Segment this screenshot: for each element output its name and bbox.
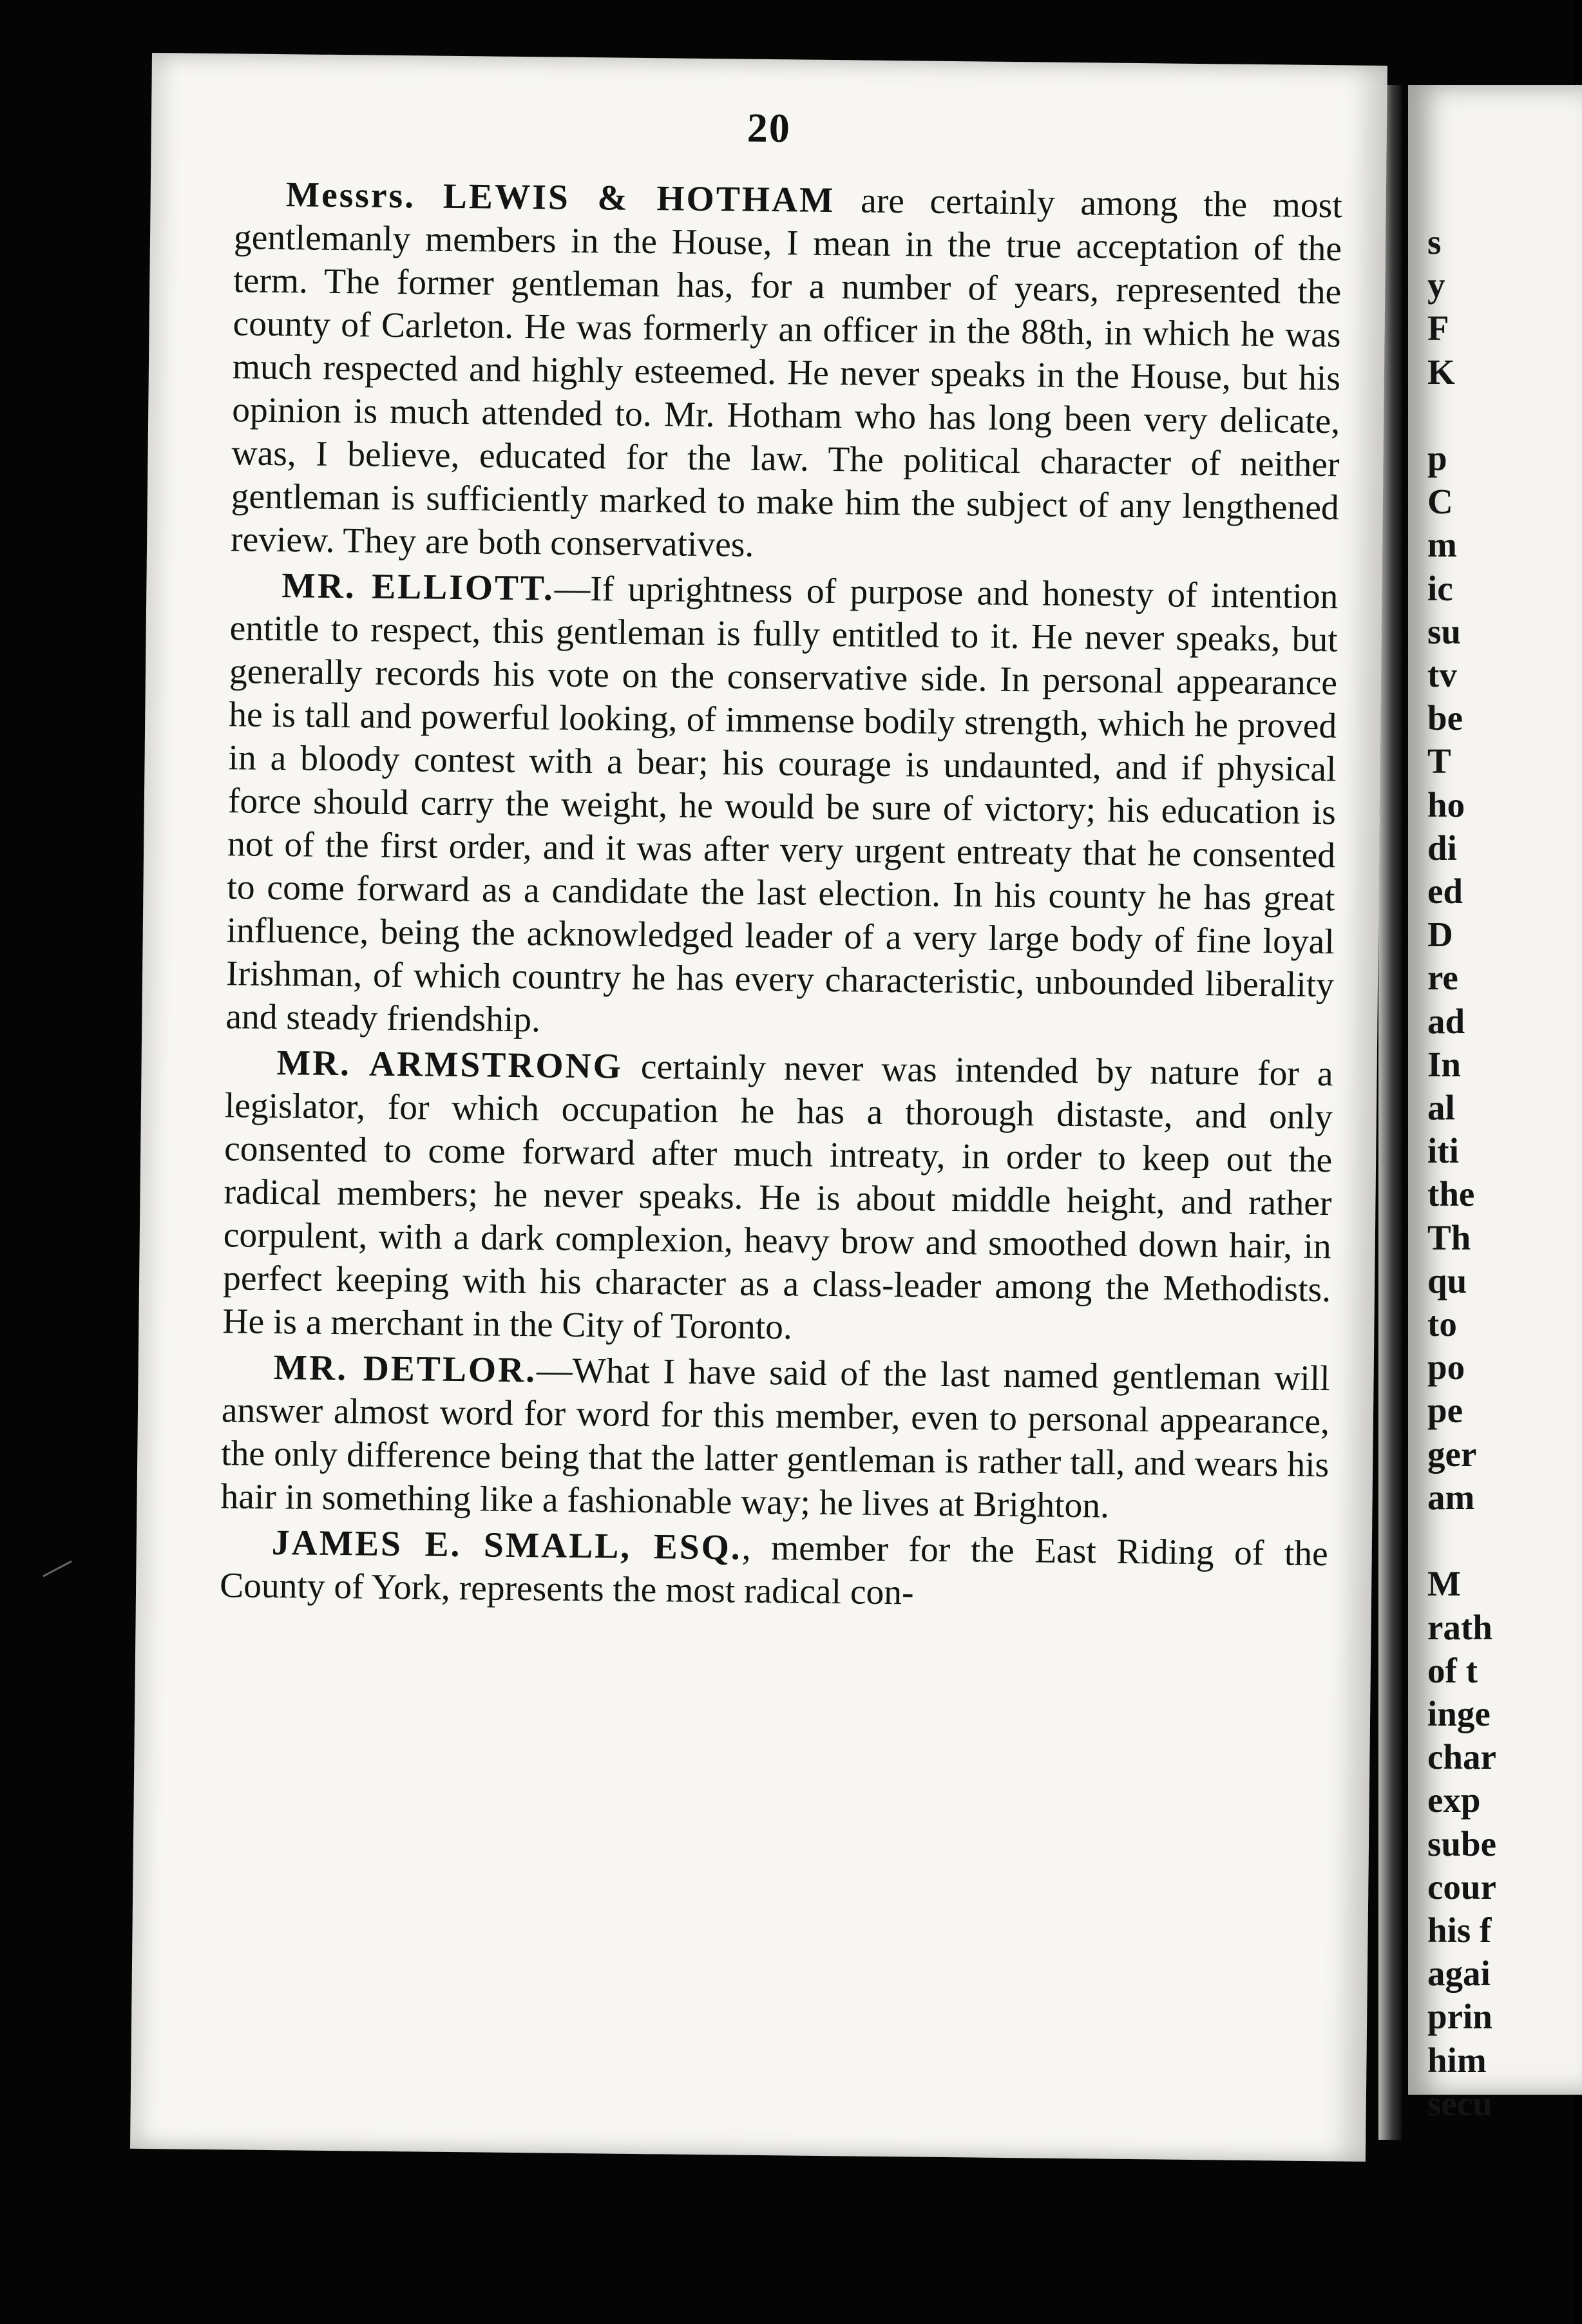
paragraph-heading: MR. DETLOR. (273, 1348, 537, 1391)
paragraph-body: —If uprightness of purpose and honesty of intention entitle to respect, this gentleman is fully entitled to it. He never speaks, but generally records his vote on the conservative side. In personal appearance he is tall and powerful looking, of immense bodily strength, which he proved in a bloody contest with a bear; his courage is undaunted, and if physical force should carry the weight, he would be sure of victory; his education is not of the first order, and it was after very urgent entreaty that he consented to come forward as a candidate the last election. In his county he has great influence, being the acknowledged leader of a very large body of fine loyal Irishman, of which country he has every characteristic, unbounded liberality and steady friendship. (225, 569, 1339, 1040)
paragraph-armstrong (222, 1041, 1333, 1355)
adjacent-page-fragment: K (1427, 352, 1455, 392)
adjacent-page-fragment: y (1427, 265, 1445, 305)
adjacent-page-fragment: M (1427, 1564, 1461, 1604)
adjacent-page-fragment: iti (1427, 1131, 1459, 1171)
paragraph-body: , member for the East Riding of the County of York, represents the most radical con- (219, 1528, 1329, 1613)
adjacent-page-fragment: cour (1427, 1867, 1496, 1907)
adjacent-page-fragment: su (1427, 611, 1461, 651)
adjacent-page-fragment: secu (1427, 2083, 1492, 2123)
adjacent-page-fragment: inge (1427, 1693, 1491, 1733)
adjacent-page-fragment: char (1427, 1737, 1496, 1777)
adjacent-page-fragment: ho (1427, 785, 1465, 824)
adjacent-page-fragments (1427, 220, 1496, 2125)
adjacent-page-fragment: be (1427, 698, 1463, 738)
adjacent-page-fragment: In (1427, 1044, 1461, 1084)
adjacent-page-fragment: ed (1427, 872, 1463, 911)
adjacent-page-fragment (1427, 1519, 1496, 1562)
paragraph-small (220, 1521, 1328, 1619)
adjacent-page-fragment: exp (1427, 1780, 1481, 1820)
adjacent-page-fragment: qu (1427, 1261, 1467, 1300)
adjacent-page-fragment: F (1427, 309, 1449, 348)
adjacent-page-fragment: di (1427, 828, 1457, 868)
adjacent-page-fragment: al (1427, 1088, 1455, 1128)
adjacent-page-fragment (1427, 394, 1496, 437)
paragraph-body: —What I have said of the last named gentleman will answer almost word for word for this member, even to personal appearance, the only difference being that the latter gentleman is rather tall, and wears his hair in something like a fashionable way; he lives at Brighton. (220, 1351, 1330, 1526)
paragraph-heading: Messrs. LEWIS & HOTHAM (285, 175, 835, 221)
adjacent-page-fragment: re (1427, 958, 1458, 998)
adjacent-page-fragment: D (1427, 915, 1453, 955)
adjacent-page-fragment: s (1427, 222, 1442, 262)
adjacent-page-fragment: ic (1427, 568, 1453, 608)
adjacent-page-fragment: pe (1427, 1391, 1463, 1431)
adjacent-page-fragment: C (1427, 482, 1453, 522)
adjacent-page-fragment: m (1427, 525, 1457, 565)
adjacent-page-fragment: his f (1427, 1910, 1492, 1950)
adjacent-page-fragment: ger (1427, 1434, 1477, 1474)
page-text (220, 173, 1342, 1621)
adjacent-page-fragment: Th (1427, 1217, 1471, 1257)
adjacent-page-fragment: sube (1427, 1824, 1496, 1863)
adjacent-page-fragment: agai (1427, 1954, 1491, 1994)
adjacent-page-fragment: of t (1427, 1650, 1478, 1690)
adjacent-page-fragment: prin (1427, 1997, 1492, 2037)
adjacent-page-fragment: T (1427, 741, 1451, 781)
adjacent-page-fragment: po (1427, 1348, 1465, 1387)
adjacent-page-fragment: rath (1427, 1607, 1492, 1647)
adjacent-page-fragment: am (1427, 1477, 1475, 1517)
adjacent-page-fragment: to (1427, 1304, 1457, 1344)
paragraph-heading: MR. ARMSTRONG (276, 1043, 624, 1087)
paragraph-heading: JAMES E. SMALL, ESQ. (271, 1523, 743, 1568)
book-page (130, 53, 1387, 2162)
paragraph-detlor (220, 1346, 1330, 1530)
paragraph-heading: MR. ELLIOTT. (281, 566, 555, 609)
adjacent-page-fragment: the (1427, 1174, 1475, 1214)
adjacent-page-fragment: ad (1427, 1001, 1465, 1041)
paragraph-body: are certainly among the most gentlemanly members in the House, I mean in the true acceptation of the term. The former gentleman has, for a number of years, represented the county of Carleton. He was formerly an officer in the 88th, in which he was much respected and highly esteemed. He never speaks in the House, but his opinion is much attended to. Mr. Hotham who has long been very delicate, was, I believe, educated for the law. The political character of neither gentleman is sufficiently marked to make him the subject of any lengthened review. They are both conservatives. (230, 181, 1342, 565)
adjacent-page-fragment: him (1427, 2040, 1487, 2080)
paragraph-elliott (225, 564, 1339, 1050)
adjacent-page-fragment: p (1427, 439, 1447, 479)
paragraph-body: certainly never was intended by nature for a legislator, for which occupation he has a thorough distaste, and only consented to come forward after much intreaty, in order to keep out the radical members; he never speaks. He is about middle height, and rather corpulent, with a dark complexion, heavy brow and smoothed down hair, in perfect keeping with his character as a class-leader among the Methodists. He is a merchant in the City of Toronto. (222, 1047, 1333, 1348)
adjacent-page-fragment: tv (1427, 655, 1457, 695)
adjacent-page (1408, 85, 1582, 2123)
paragraph-lewis-hotham (231, 173, 1342, 573)
page-number: 20 (747, 104, 792, 151)
